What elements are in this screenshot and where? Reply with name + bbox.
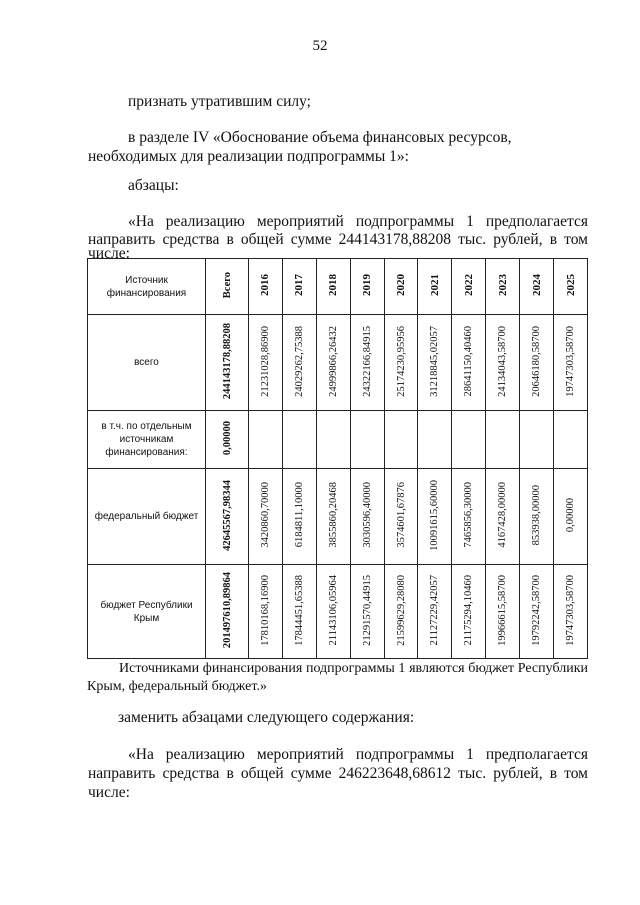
- cell-value: 25174230,95956: [384, 315, 418, 411]
- cell-value: 19747303,58700: [554, 565, 588, 659]
- cell-value: 21127229,42057: [418, 565, 452, 659]
- cell-value: 31218845,02057: [418, 315, 452, 411]
- cell-value: [249, 411, 283, 469]
- cell-value: 3574601,67876: [384, 469, 418, 565]
- paragraph-old-amount-line2: направить средства в общей сумме 244143178,88208 тыс. рублей, в том: [88, 231, 588, 248]
- cell-total: 42645567,98344: [206, 469, 249, 565]
- source-note-line1: Источниками финансирования подпрограммы 1 являются бюджет Республики: [119, 661, 588, 676]
- cell-value: 28641150,40460: [452, 315, 486, 411]
- financing-table: [87, 258, 588, 659]
- header-year: 2024: [520, 259, 554, 315]
- page-number: 52: [312, 38, 328, 54]
- row-label: федеральный бюджет: [88, 469, 206, 565]
- cell-value: 21143106,05964: [316, 565, 350, 659]
- header-source: Источник финансирования: [88, 259, 206, 315]
- source-note-line2: Крым, федеральный бюджет.»: [87, 679, 267, 694]
- header-year: 2019: [350, 259, 384, 315]
- cell-value: 19747303,58700: [554, 315, 588, 411]
- header-year: 2021: [418, 259, 452, 315]
- cell-value: [520, 411, 554, 469]
- header-total: Всего: [206, 259, 249, 315]
- cell-value: 17810168,16900: [249, 565, 283, 659]
- header-year: 2022: [452, 259, 486, 315]
- table-row-total: [88, 315, 588, 411]
- cell-value: 19792242,58700: [520, 565, 554, 659]
- header-year: 2017: [282, 259, 316, 315]
- header-year: 2018: [316, 259, 350, 315]
- row-label: бюджет Республики Крым: [88, 565, 206, 659]
- cell-value: 7465856,30000: [452, 469, 486, 565]
- cell-value: [486, 411, 520, 469]
- paragraph-section-iv-line1: в разделе IV «Обоснование объема финансовых ресурсов,: [128, 129, 512, 146]
- cell-value: 24134043,58700: [486, 315, 520, 411]
- paragraph-section-iv-line2: необходимых для реализации подпрограммы 1»:: [88, 148, 409, 165]
- table-header-row: [88, 259, 588, 315]
- table-row-crimea: [88, 565, 588, 659]
- cell-value: 21291570,44915: [350, 565, 384, 659]
- paragraph-old-amount-line1: «На реализацию мероприятий подпрограммы 1 предполагается: [128, 213, 588, 230]
- cell-value: 6184811,10000: [282, 469, 316, 565]
- paragraph-new-amount-line2: направить средства в общей сумме 246223648,68612 тыс. рублей, в том: [88, 765, 588, 782]
- cell-value: 0,00000: [554, 469, 588, 565]
- cell-value: 3030596,40000: [350, 469, 384, 565]
- paragraph-absatsy: абзацы:: [128, 177, 179, 194]
- source-note: [87, 660, 588, 696]
- cell-total: 244143178,88208: [206, 315, 249, 411]
- cell-value: 24322166,84915: [350, 315, 384, 411]
- table-row-by-source: [88, 411, 588, 469]
- cell-value: [316, 411, 350, 469]
- cell-value: [418, 411, 452, 469]
- paragraph-new-amount-line3: числе:: [88, 784, 130, 801]
- cell-value: [282, 411, 316, 469]
- cell-value: 853938,00000: [520, 469, 554, 565]
- header-year: 2016: [249, 259, 283, 315]
- cell-value: 19966615,58700: [486, 565, 520, 659]
- cell-value: 21231028,86900: [249, 315, 283, 411]
- paragraph-old-amount-line3: числе:: [88, 245, 130, 262]
- paragraph-replace: заменить абзацами следующего содержания:: [118, 709, 415, 726]
- cell-value: 24999866,26432: [316, 315, 350, 411]
- header-year: 2025: [554, 259, 588, 315]
- cell-value: [350, 411, 384, 469]
- row-label: всего: [88, 315, 206, 411]
- cell-value: 17844451,65388: [282, 565, 316, 659]
- cell-value: [452, 411, 486, 469]
- cell-value: 21175294,10460: [452, 565, 486, 659]
- cell-value: 21599629,28080: [384, 565, 418, 659]
- cell-value: 3420860,70000: [249, 469, 283, 565]
- cell-value: 20646180,58700: [520, 315, 554, 411]
- cell-value: 3855860,20468: [316, 469, 350, 565]
- header-year: 2020: [384, 259, 418, 315]
- row-label: в т.ч. по отдельным источникам финансирования:: [88, 411, 206, 469]
- cell-value: [554, 411, 588, 469]
- cell-total: 0,00000: [206, 411, 249, 469]
- cell-total: 201497610,89864: [206, 565, 249, 659]
- paragraph-repeal: признать утратившим силу;: [128, 93, 311, 110]
- paragraph-new-amount-line1: «На реализацию мероприятий подпрограммы 1 предполагается: [128, 746, 588, 763]
- header-year: 2023: [486, 259, 520, 315]
- cell-value: 4167428,00000: [486, 469, 520, 565]
- cell-value: 10091615,60000: [418, 469, 452, 565]
- cell-value: [384, 411, 418, 469]
- table-row-federal: [88, 469, 588, 565]
- cell-value: 24029262,75388: [282, 315, 316, 411]
